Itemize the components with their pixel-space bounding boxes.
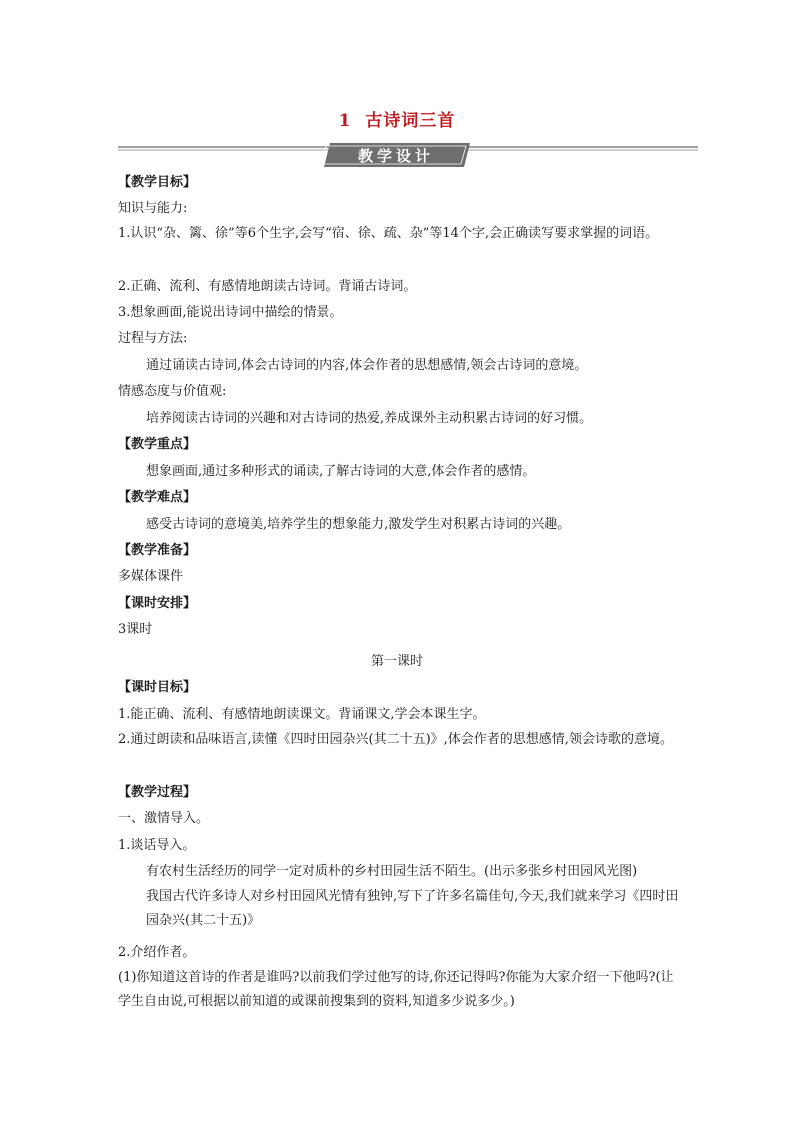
teaching-goals-heading: 【教学目标】 (118, 175, 197, 190)
difficulties-text: 感受古诗词的意境美,培养学生的想象能力,激发学生对积累古诗词的兴趣。 (146, 517, 571, 532)
process-heading: 【教学过程】 (118, 785, 197, 800)
banner-label: 教学设计 (357, 147, 435, 165)
goal-item-3: 3.想象画面,能说出诗词中描绘的情景。 (118, 305, 343, 320)
key-points-heading: 【教学重点】 (118, 437, 197, 452)
difficulties-heading: 【教学难点】 (118, 490, 197, 505)
attitude-values-label: 情感态度与价值观: (118, 384, 227, 399)
preparation-text: 多媒体课件 (118, 569, 184, 584)
step-1: 一、激情导入。 (118, 811, 210, 826)
section-banner (118, 140, 698, 172)
goal-item-2: 2.正确、流利、有感情地朗读古诗词。背诵古诗词。 (118, 279, 417, 294)
step-1-2: 2.介绍作者。 (118, 945, 196, 960)
lesson-goals-heading: 【课时目标】 (118, 680, 197, 695)
knowledge-ability-label: 知识与能力: (118, 201, 188, 216)
attitude-values-text: 培养阅读古诗词的兴趣和对古诗词的热爱,养成课外主动积累古诗词的好习惯。 (146, 411, 593, 426)
banner-graphic (118, 140, 698, 172)
lesson-title-text: 古诗词三首 (365, 111, 456, 131)
preparation-heading: 【教学准备】 (118, 543, 197, 558)
key-points-text: 想象画面,通过多种形式的诵读,了解古诗词的大意,体会作者的感情。 (146, 464, 536, 479)
schedule-heading: 【课时安排】 (118, 596, 197, 611)
step-1-1-text-b: 我国古代许多诗人对乡村田园风光情有独钟,写下了许多名篇佳句,今天,我们就来学习《四时田园杂兴(其二十五)》 (146, 889, 679, 928)
lesson-goal-2: 2.通过朗读和品味语言,读懂《四时田园杂兴(其二十五)》,体会作者的思想感情,领会诗歌的意境。 (118, 732, 673, 747)
lesson-number: 1 (338, 111, 352, 131)
step-1-2-text: (1)你知道这首诗的作者是谁吗?以前我们学过他写的诗,你还记得吗?你能为大家介绍一下他吗?(让学生自由说,可根据以前知道的或课前搜集到的资料,知道多少说多少。) (118, 970, 674, 1009)
lesson-goal-1: 1.能正确、流利、有感情地朗读课文。背诵课文,学会本课生字。 (118, 707, 486, 722)
step-1-1-text-a: 有农村生活经历的同学一定对质朴的乡村田园生活不陌生。(出示多张乡村田园风光图) (146, 864, 638, 879)
process-method-text: 通过诵读古诗词,体会古诗词的内容,体会作者的思想感情,领会古诗词的意境。 (146, 358, 588, 373)
schedule-text: 3课时 (118, 622, 153, 637)
first-lesson-title: 第一课时 (370, 654, 423, 669)
lesson-title (0, 106, 794, 131)
step-1-1: 1.谈话导入。 (118, 838, 196, 853)
process-method-label: 过程与方法: (118, 331, 188, 346)
goal-item-1: 1.认识“杂、篱、徐”等6个生字,会写“宿、徐、疏、杂”等14个字,会正确读写要求掌握的词语。 (118, 226, 659, 241)
